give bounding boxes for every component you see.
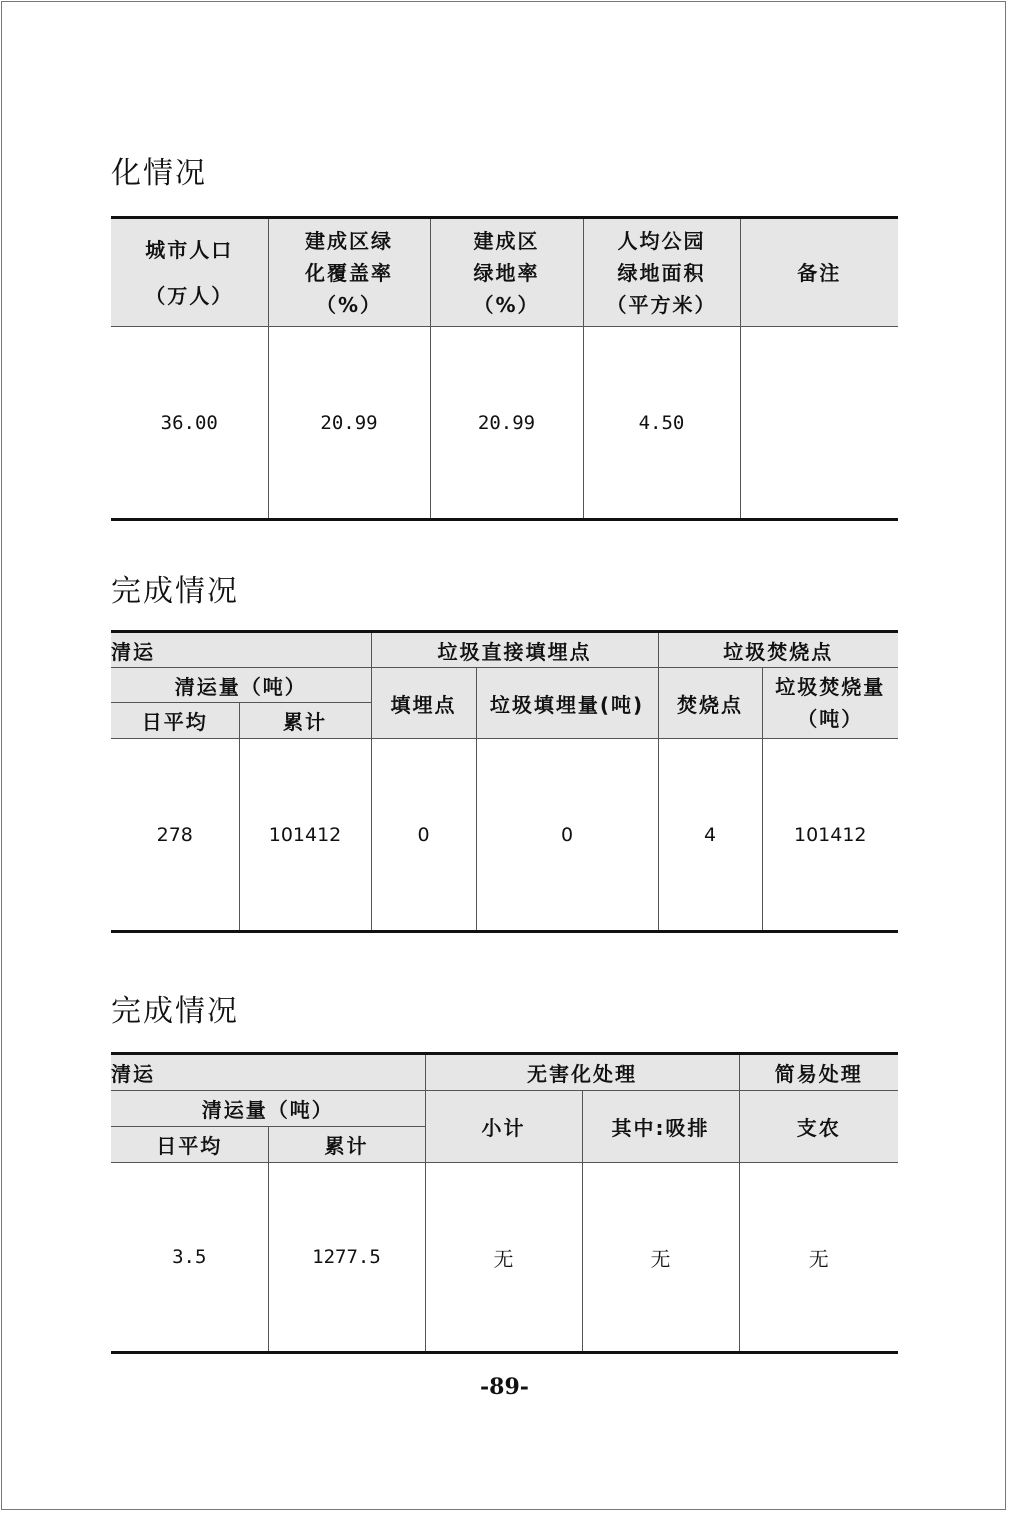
value-population: 36.00 [111,327,268,520]
value-park-area: 4.50 [583,327,740,520]
value-landfill-amount: 0 [476,739,658,932]
qingyun-amount-header: 清运量（吨） [111,1091,425,1127]
cumulative-header: 累计 [239,703,371,739]
greening-table [111,216,898,521]
value-coverage-rate: 20.99 [268,327,430,520]
group-landfill: 垃圾直接填埋点 [371,632,658,668]
qingyun-amount-header: 清运量（吨） [111,668,371,703]
header-coverage-rate: 建成区绿 化覆盖率 （%） [268,218,430,327]
value-subtotal: 无 [425,1163,582,1353]
daily-avg-header: 日平均 [111,1127,268,1163]
daily-avg-header: 日平均 [111,703,239,739]
value-daily-avg: 3.5 [111,1163,268,1353]
cumulative-header: 累计 [268,1127,425,1163]
garbage-table [111,630,898,933]
subtotal-header: 小计 [425,1091,582,1163]
incineration-amount-header: 垃圾焚烧量 （吨） [762,668,898,739]
value-green-rate: 20.99 [430,327,583,520]
value-to-farm: 无 [739,1163,898,1353]
landfill-amount-header: 垃圾填埋量(吨) [476,668,658,739]
value-incineration-site: 4 [658,739,762,932]
group-incineration: 垃圾焚烧点 [658,632,898,668]
landfill-site-header: 填埋点 [371,668,476,739]
group-simple: 简易处理 [739,1054,898,1091]
to-farm-header: 支农 [739,1091,898,1163]
section2-heading: 完成情况 [111,574,239,609]
value-of-which: 无 [582,1163,739,1353]
header-population: 城市人口 （万人） [111,218,268,327]
section1-heading: 化情况 [111,156,207,191]
page-number: -89- [480,1374,529,1400]
group-qingyun: 清运 [111,632,371,668]
of-which-header: 其中:吸排 [582,1091,739,1163]
group-harmless: 无害化处理 [425,1054,739,1091]
header-remarks: 备注 [740,218,898,327]
value-cumulative: 101412 [239,739,371,932]
incineration-site-header: 焚烧点 [658,668,762,739]
header-green-rate: 建成区 绿地率 （%） [430,218,583,327]
group-qingyun: 清运 [111,1054,425,1091]
feces-table [111,1052,898,1354]
value-cumulative: 1277.5 [268,1163,425,1353]
value-incineration-amount: 101412 [762,739,898,932]
value-daily-avg: 278 [111,739,239,932]
section3-heading: 完成情况 [111,994,239,1029]
header-park-area: 人均公园 绿地面积 （平方米） [583,218,740,327]
value-remarks [740,327,898,520]
value-landfill-site: 0 [371,739,476,932]
